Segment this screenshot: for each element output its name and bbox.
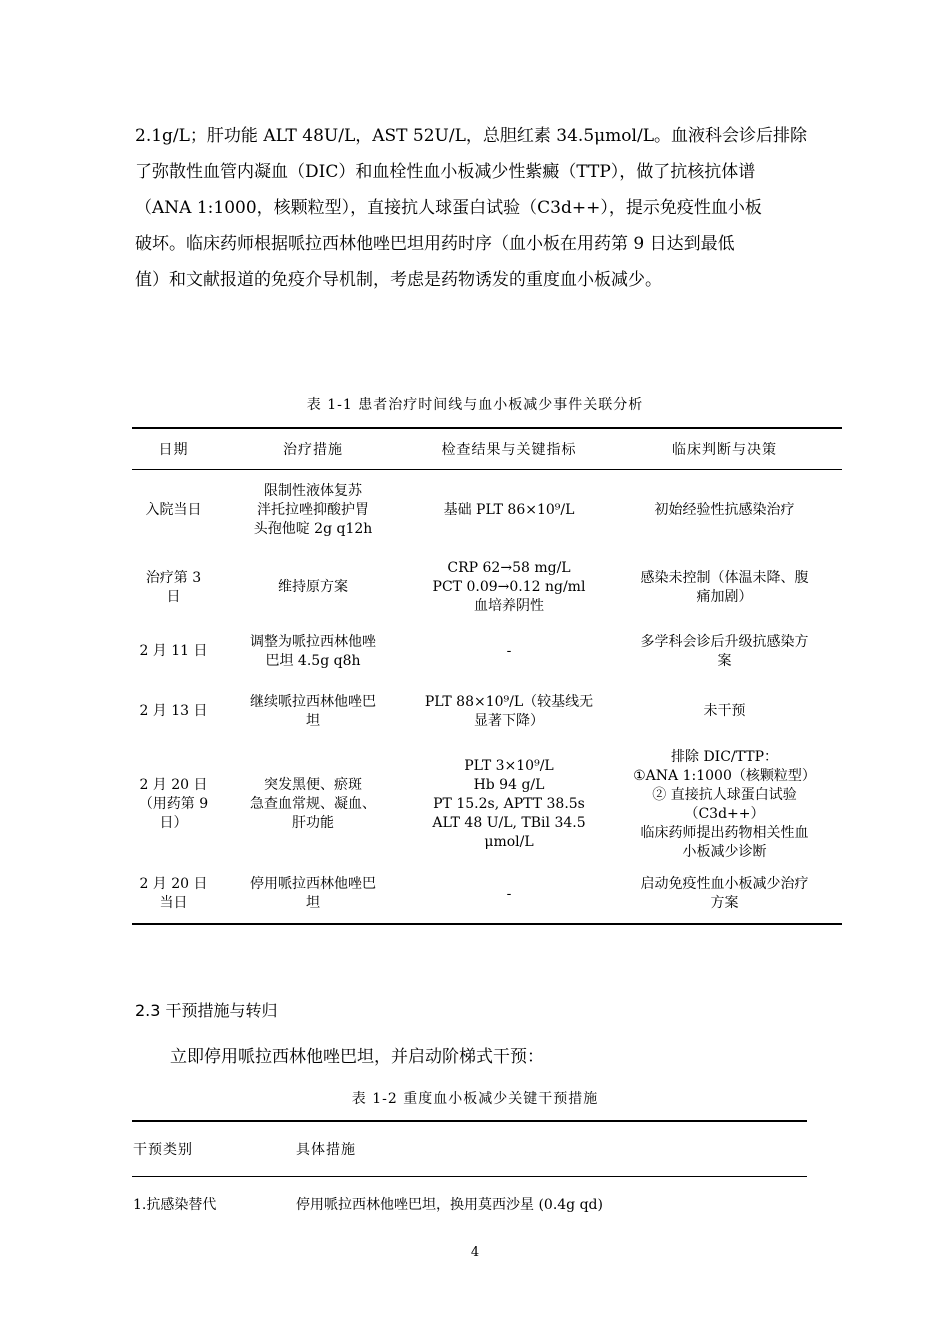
table-row <box>132 552 842 624</box>
cell-text: PCT 0.09→0.12 ng/ml <box>432 579 586 595</box>
table-cell <box>132 552 215 624</box>
column-header: 干预类别 <box>132 1121 295 1177</box>
table-cell <box>411 624 607 680</box>
paragraph-line: 了弥散性血管内凝血（DIC）和血栓性血小板减少性紫癜（TTP），做了抗核抗体谱 <box>135 162 756 182</box>
table-row <box>132 470 842 552</box>
table-cell <box>215 552 411 624</box>
cell-text: 基础 PLT 86×10⁹/L <box>443 502 575 519</box>
table-row <box>132 744 842 866</box>
cell-text: 排除 DIC/TTP： <box>671 748 778 765</box>
cell-text: 当日 <box>159 895 188 911</box>
table-cell <box>607 470 842 552</box>
cell-text: ①ANA 1:1000（核颗粒型） <box>633 767 816 784</box>
paragraph-line: 2.1g/L；肝功能 ALT 48U/L，AST 52U/L，总胆红素 34.5μmol/L。血液科会诊后排除 <box>135 126 807 146</box>
cell-text: ALT 48 U/L, TBil 34.5 <box>432 815 586 831</box>
table1-caption: 表 1-1 患者治疗时间线与血小板减少事件关联分析 <box>306 397 644 413</box>
cell-text: 坦 <box>306 895 320 911</box>
cell-text: - <box>506 643 512 659</box>
cell-text: 未干预 <box>703 703 746 719</box>
table-cell <box>215 744 411 866</box>
cell-text: PT 15.2s, APTT 38.5s <box>433 796 585 812</box>
table-row <box>132 680 842 744</box>
cell-text: 初始经验性抗感染治疗 <box>654 502 795 519</box>
table-cell <box>411 866 607 924</box>
table-cell <box>215 624 411 680</box>
table-row <box>132 1177 807 1232</box>
cell-text: 2 月 20 日 <box>139 777 208 793</box>
body-paragraph <box>135 121 840 295</box>
table-cell <box>411 470 607 552</box>
cell-text: 头孢他啶 2g q12h <box>253 521 373 538</box>
table-cell <box>411 744 607 866</box>
cell-text: 感染未控制（体温未降、腹 <box>640 569 809 586</box>
cell-text: 巴坦 4.5g q8h <box>265 652 361 669</box>
cell-text: 维持原方案 <box>278 579 348 595</box>
table-cell <box>411 680 607 744</box>
section-intro: 立即停用哌拉西林他唑巴坦，并启动阶梯式干预： <box>170 1047 544 1067</box>
cell-text: 停用哌拉西林他唑巴 <box>250 876 376 892</box>
cell-text: 治疗第 3 日 <box>145 569 202 605</box>
column-header: 检查结果与关键指标 <box>411 428 607 470</box>
cell-text: 痛加剧） <box>696 588 753 605</box>
cell-text: 肝功能 <box>292 815 334 831</box>
table-cell <box>215 866 411 924</box>
cell-text: 2 月 11 日 <box>139 643 208 659</box>
table-header-row <box>132 428 842 470</box>
table-cell <box>132 680 215 744</box>
table-cell <box>607 552 842 624</box>
cell-text: 显著下降） <box>474 712 544 729</box>
cell-text: 急查血常规、凝血、 <box>250 796 376 812</box>
column-header: 日期 <box>132 428 215 470</box>
table-cell <box>607 744 842 866</box>
paragraph-line: （ANA 1:1000，核颗粒型），直接抗人球蛋白试验（C3d++），提示免疫性血小板 <box>135 198 762 218</box>
table-cell <box>411 552 607 624</box>
section-heading: 2.3 干预措施与转归 <box>135 1001 278 1020</box>
cell-text: 限制性液体复苏 <box>264 483 362 500</box>
table-cell <box>132 624 215 680</box>
table-row <box>132 866 842 924</box>
cell-text: PLT 3×10⁹/L <box>464 758 554 774</box>
cell-text: 泮托拉唑抑酸护胃 <box>257 502 369 519</box>
table-row <box>132 624 842 680</box>
cell-text: PLT 88×10⁹/L（较基线无 <box>424 693 594 710</box>
table-cell <box>607 680 842 744</box>
cell-text: 调整为哌拉西林他唑 <box>250 633 376 650</box>
intervention-table <box>132 1120 807 1231</box>
table-cell: 1.抗感染替代 <box>133 1197 217 1213</box>
cell-text: 日） <box>159 815 188 831</box>
cell-text: 坦 <box>306 712 320 729</box>
page-number: 4 <box>470 1245 480 1260</box>
table-cell <box>132 866 215 924</box>
cell-text: 方案 <box>710 895 739 911</box>
cell-text: - <box>506 885 512 902</box>
cell-text: 突发黑便、瘀斑 <box>264 777 362 793</box>
cell-text: 临床药师提出药物相关性血 <box>640 824 809 841</box>
cell-text: 启动免疫性血小板减少治疗 <box>640 876 809 892</box>
cell-text: 2 月 13 日 <box>139 703 208 719</box>
table-cell <box>215 470 411 552</box>
paragraph-line: 破坏。临床药师根据哌拉西林他唑巴坦用药时序（血小板在用药第 9 日达到最低 <box>135 234 735 254</box>
table2-caption: 表 1-2 重度血小板减少关键干预措施 <box>351 1091 599 1107</box>
cell-text: 入院当日 <box>145 502 202 519</box>
cell-text: 继续哌拉西林他唑巴 <box>250 693 376 710</box>
cell-text: CRP 62→58 mg/L <box>447 560 571 576</box>
paragraph-line: 值）和文献报道的免疫介导机制，考虑是药物诱发的重度血小板减少。 <box>135 270 662 290</box>
table-cell <box>132 470 215 552</box>
column-header: 具体措施 <box>295 1121 807 1177</box>
table-cell <box>607 866 842 924</box>
cell-text: 小板减少诊断 <box>682 843 767 860</box>
cell-text: 案 <box>717 652 732 669</box>
table-cell: 停用哌拉西林他唑巴坦，换用莫西沙星 (0.4g qd) <box>296 1197 603 1213</box>
cell-text: 血培养阴性 <box>474 598 544 614</box>
table-header-row <box>132 1121 807 1177</box>
table-cell <box>607 624 842 680</box>
cell-text: μmol/L <box>484 834 534 850</box>
cell-text: 2 月 20 日 <box>139 876 208 892</box>
cell-text: ② 直接抗人球蛋白试验 <box>652 786 797 803</box>
table-cell <box>132 744 215 866</box>
timeline-table <box>132 427 842 925</box>
cell-text: Hb 94 g/L <box>473 777 545 793</box>
table-cell <box>215 680 411 744</box>
cell-text: 多学科会诊后升级抗感染方 <box>640 633 809 650</box>
column-header: 治疗措施 <box>215 428 411 470</box>
cell-text: （C3d++） <box>684 805 765 822</box>
cell-text: （用药第 9 <box>138 796 209 812</box>
column-header: 临床判断与决策 <box>607 428 842 470</box>
